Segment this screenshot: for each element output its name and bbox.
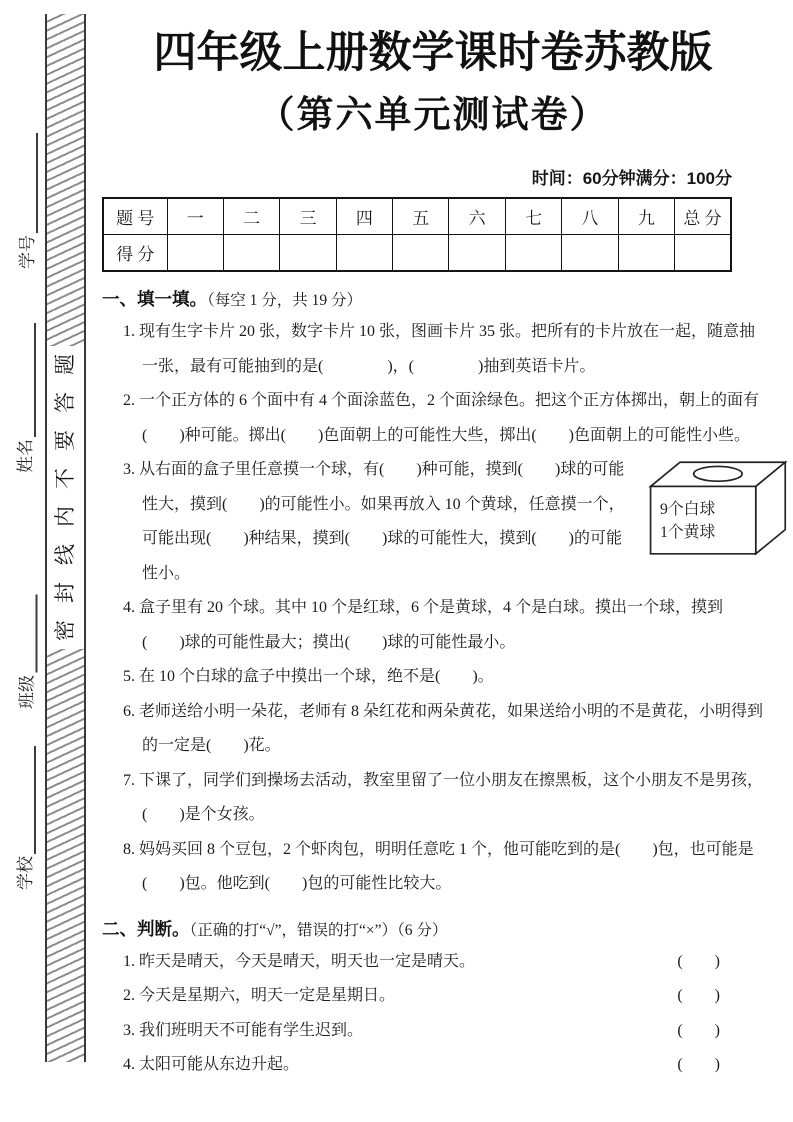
question-4: 4. 盒子里有 20 个球。其中 10 个是红球，6 个是黄球，4 个是白球。摸出一个球，摸到( )球的可能性最大；摸出( )球的可能性最小。 bbox=[123, 599, 724, 651]
student-id-field bbox=[14, 126, 38, 276]
score-cell-empty bbox=[449, 235, 505, 272]
score-row-label: 得 分 bbox=[103, 235, 167, 272]
score-table-cell: 三 bbox=[280, 198, 336, 235]
question-2: 2. 一个正方体的 6 个面中有 4 个面涂蓝色，2 个面涂绿色。把这个正方体掷出，朝上的面有( )种可能。掷出( )色面朝上的可能性大些，掷出( )色面朝上的可能性小些。 bbox=[123, 392, 760, 444]
class-field bbox=[14, 590, 38, 715]
section-fill-blanks bbox=[102, 287, 764, 902]
score-cell-empty bbox=[505, 235, 561, 272]
seal-line-band bbox=[45, 14, 86, 1062]
score-table-cell: 九 bbox=[618, 198, 674, 235]
hatch-pattern-top bbox=[47, 14, 84, 346]
score-cell-empty bbox=[280, 235, 336, 272]
question-1: 1. 现有生字卡片 20 张，数字卡片 10 张，图画卡片 35 张。把所有的卡片放在一起，随意抽一张，最有可能抽到的是( )，( )抽到英语卡片。 bbox=[123, 323, 756, 375]
seal-char: 要 bbox=[53, 430, 77, 451]
judgment-item-2 bbox=[102, 979, 720, 1014]
score-table-cell: 四 bbox=[336, 198, 392, 235]
seal-char: 封 bbox=[53, 582, 77, 603]
question-3 bbox=[102, 453, 764, 591]
answer-brackets: ( ) bbox=[677, 952, 720, 970]
section-judgment bbox=[102, 917, 764, 1083]
score-cell-empty bbox=[618, 235, 674, 272]
score-table-cell: 五 bbox=[393, 198, 449, 235]
section-two-title: 二、判断。 bbox=[102, 918, 190, 939]
score-table-cell: 一 bbox=[167, 198, 223, 235]
score-cell-empty bbox=[167, 235, 223, 272]
score-cell-empty bbox=[562, 235, 618, 272]
score-table-cell: 六 bbox=[449, 198, 505, 235]
score-table-cell: 题 号 bbox=[103, 198, 167, 235]
seal-text bbox=[47, 346, 84, 649]
seal-char: 题 bbox=[53, 354, 77, 375]
score-table-score-row bbox=[103, 235, 731, 272]
seal-char: 答 bbox=[53, 392, 77, 413]
question-8: 8. 妈妈买回 8 个豆包，2 个虾肉包，明明任意吃 1 个，他可能吃到的是( )包，也可能是( )包。他吃到( )包的可能性比较大。 bbox=[123, 840, 754, 892]
section-one-title: 一、填一填。 bbox=[102, 289, 207, 309]
fill-line bbox=[21, 133, 38, 233]
question-7: 7. 下课了，同学们到操场去活动，教室里留了一位小朋友在擦黑板，这个小朋友不是男孩，( )是个女孩。 bbox=[123, 771, 764, 823]
answer-brackets: ( ) bbox=[677, 1021, 720, 1039]
judgment-item-1 bbox=[102, 945, 720, 980]
hatch-pattern-bottom bbox=[47, 649, 84, 1062]
score-cell-empty bbox=[336, 235, 392, 272]
judgment-text: 2. 今天是星期六，明天一定是星期日。 bbox=[123, 987, 396, 1004]
box-hole bbox=[694, 466, 742, 481]
time-score-info: 时间：60分钟满分：100分 bbox=[531, 169, 732, 188]
question-3-text: 3. 从右面的盒子里任意摸一个球，有( )种可能，摸到( )球的可能性大，摸到( )的可能性小。如果再放入 10 个黄球，任意摸一个，可能出现( )种结果，摸到( )球的可能性大，摸到( )的可能性小。 bbox=[123, 461, 625, 582]
fill-line bbox=[21, 595, 38, 673]
seal-char: 不 bbox=[53, 468, 77, 489]
answer-brackets: ( ) bbox=[677, 1056, 720, 1073]
paper-title-line1: 四年级上册数学课时卷苏教版 bbox=[153, 29, 713, 77]
section-one-note: （每空 1 分，共 19 分） bbox=[207, 292, 363, 309]
box-front-face bbox=[651, 486, 756, 553]
score-table bbox=[102, 197, 732, 272]
ball-box-figure bbox=[646, 457, 793, 558]
question-5: 5. 在 10 个白球的盒子中摸出一个球，绝不是( )。 bbox=[123, 668, 494, 685]
school-field bbox=[12, 738, 36, 898]
seal-char: 内 bbox=[53, 506, 77, 527]
paper-content bbox=[102, 0, 764, 1083]
section-two-header bbox=[102, 917, 764, 943]
judgment-text: 4. 太阳可能从东边升起。 bbox=[123, 1056, 300, 1073]
score-cell-empty bbox=[223, 235, 279, 272]
student-id-label: 学号 bbox=[18, 235, 37, 269]
seal-char: 线 bbox=[53, 544, 77, 565]
seal-char: 密 bbox=[53, 620, 77, 641]
score-table-cell: 二 bbox=[223, 198, 279, 235]
judgment-item-4 bbox=[102, 1048, 720, 1083]
score-cell-empty bbox=[393, 235, 449, 272]
answer-brackets: ( ) bbox=[677, 987, 720, 1004]
name-label: 姓名 bbox=[16, 439, 35, 473]
box-label-line2: 1个黄球 bbox=[660, 523, 716, 541]
box-label-line1: 9个白球 bbox=[660, 500, 716, 518]
question-6: 6. 老师送给小明一朵花，老师有 8 朵红花和两朵黄花，如果送给小明的不是黄花，小明得到的一定是( )花。 bbox=[123, 702, 764, 754]
school-label: 学校 bbox=[16, 856, 35, 890]
score-table-cell: 总 分 bbox=[675, 198, 731, 235]
paper-title-line2: （第六单元测试卷） bbox=[257, 94, 609, 135]
judgment-item-3 bbox=[102, 1014, 720, 1049]
score-table-header-row bbox=[103, 198, 731, 235]
judgment-text: 1. 昨天是晴天，今天是晴天，明天也一定是晴天。 bbox=[123, 952, 476, 970]
fill-line bbox=[19, 323, 36, 437]
score-cell-empty bbox=[675, 235, 731, 272]
fill-line bbox=[19, 746, 36, 854]
score-table-cell: 八 bbox=[562, 198, 618, 235]
section-one-header bbox=[102, 287, 764, 313]
class-label: 班级 bbox=[17, 675, 37, 709]
score-table-cell: 七 bbox=[505, 198, 561, 235]
name-field bbox=[12, 313, 36, 483]
judgment-text: 3. 我们班明天不可能有学生迟到。 bbox=[123, 1021, 364, 1039]
section-two-note: （正确的打“√”，错误的打“×”）（6 分） bbox=[189, 921, 448, 939]
